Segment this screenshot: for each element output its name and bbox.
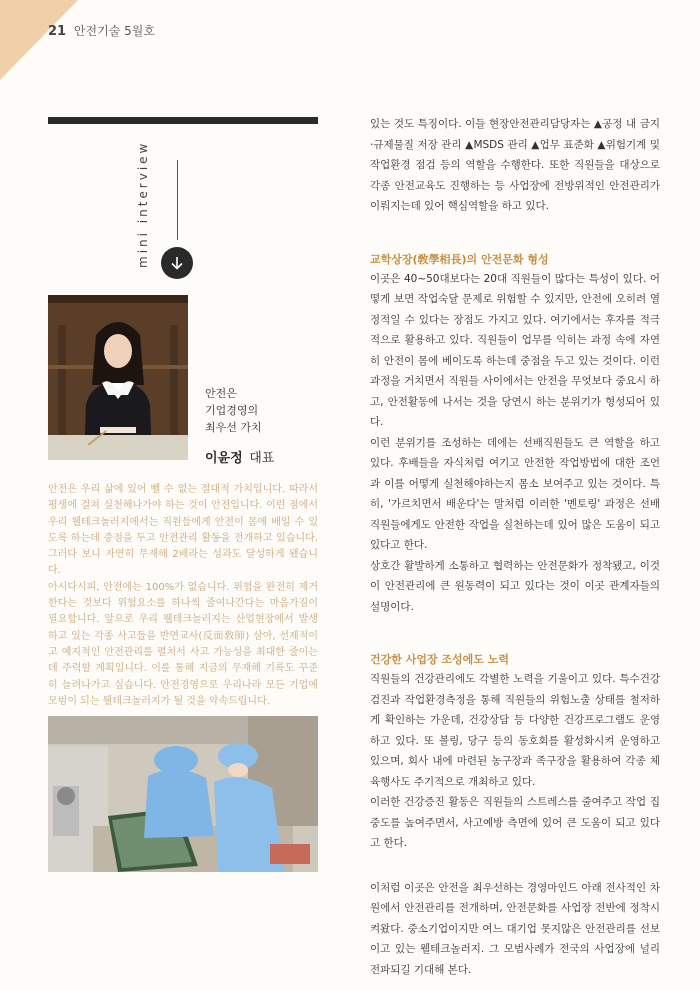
portrait-photo [48,295,188,460]
magazine-title: 안전기술 5월호 [73,24,155,38]
quote-paragraph: 안전은 우리 삶에 있어 뺄 수 없는 절대적 가치입니다. 따라서 평생에 걸쳐 실천해나가야 하는 것이 안전입니다. 이런 점에서 우리 웰테크놀러지에서는 직원들에게 안전이 몸에 배일 수 있도록 하는데 중점을 두고 안전관리 활동을 전개하고 있습니다. 그러다 보니 자연히 무재해 2배라는 성과도 달성하게 됐습니다. [48,484,318,577]
quote-paragraph: 아시다시피, 안전에는 100%가 없습니다. 위험을 완전히 제거한다는 것보다 위험요소를 하나씩 줄여나간다는 마음가짐이 필요합니다. 앞으로 우리 웰테크놀러지는 산업현장에서 발생하고 있는 각종 사고들을 반면교사(反面敎師) 삼아, 선제적이고 예지적인 안전관리를 펼쳐서 사고 가능성을 최대한 줄이는데 주력할 계획입니다. 이를 통해 지금의 무재해 기록도 꾸준히 늘려나가고 싶습니다. 안전경영으로 우리나라 모든 기업에 모범이 되는 웰테크놀러지가 될 것을 약속드립니다. [48,581,318,707]
photo-caption [205,385,262,436]
top-rule [48,117,318,124]
section-heading: 교학상장(敎學相長)의 안전문화 형성 [370,252,549,266]
page-number: 21 [48,24,67,39]
body-paragraph: 직원들의 건강관리에도 각별한 노력을 기울이고 있다. 특수건강검진과 작업환경측정을 통해 직원들의 위험노출 상태를 철저하게 확인하는 가운데, 건강상담 등 다양한 건강프로그램도 운영하고 있다. 또 볼링, 당구 등의 동호회를 활성화시켜 운영하고 있으며, 회사 내에 마련된 농구장과 족구장을 활용하여 각종 체육행사도 주기적으로 개최하고 있다. [370,673,660,788]
section-label: mini interview [136,140,150,268]
body-paragraph: 상호간 활발하게 소통하고 협력하는 안전문화가 정착됐고, 이것이 안전관리에 큰 원동력이 되고 있다는 것이 이곳 관계자들의 설명이다. [370,559,660,613]
caption-line: 기업경영의 [205,404,259,417]
person-role: 대표 [249,451,275,466]
corner-decoration [0,0,78,80]
article-body [370,114,660,980]
caption-line: 최우선 가치 [205,421,262,434]
body-paragraph: 있는 것도 특징이다. 이들 현장안전관리담당자는 ▲공정 내 금지·규제물질 저장 관리 ▲MSDS 관리 ▲업무 표준화 ▲위험기계 및 작업환경 점검 등의 역할을 수행한다. 또한 직원들을 대상으로 각종 안전교육도 진행하는 등 사업장에 전방위적인 안전관리가 이뤄지는데 있어 핵심역할을 하고 있다. [370,118,660,212]
body-paragraph: 이런 분위기를 조성하는 데에는 선배직원들도 큰 역할을 하고 있다. 후배들을 자식처럼 여기고 안전한 작업방법에 대한 조언과 이를 어떻게 실천해야하는지 몸소 보여주고 있는 것이다. 특히, '가르치면서 배운다'는 말처럼 이러한 '멘토링' 과정은 선배직원들에게도 안전한 작업을 실천하는데 있어 많은 도움이 되고 있다고 한다. [370,436,660,551]
section-label-line [177,160,178,240]
page-header [48,22,155,39]
arrow-down-icon [161,247,193,279]
section-heading: 건강한 사업장 조성에도 노력 [370,653,509,666]
body-paragraph: 이러한 건강증진 활동은 직원들의 스트레스를 줄여주고 작업 집중도를 높여주면서, 사고예방 측면에 있어 큰 도움이 되고 있다고 한다. [370,796,660,849]
caption-line: 안전은 [205,387,237,400]
person-name: 이윤정 [205,451,243,466]
pull-quote [48,482,318,710]
interviewee-name [205,447,274,466]
body-paragraph: 이곳은 40~50대보다는 20대 직원들이 많다는 특성이 있다. 어떻게 보면 작업숙달 문제로 위험할 수 있지만, 안전에 오히려 열정적일 수 있다는 장점도 가지고 있다. 여기에서는 후자를 적극적으로 활용하고 있다. 직원들이 업무를 익히는 과정 속에 자연히 안전이 몸에 베이도록 하는데 중점을 두고 있는 것이다. 이런 과정을 거치면서 직원들 사이에서는 안전을 무엇보다 중요시 하고, 안전활동에 나서는 것을 당연시 하는 분위기가 형성되어 있다. [370,272,660,428]
body-paragraph: 이처럼 이곳은 안전을 최우선하는 경영마인드 아래 전사적인 차원에서 안전관리를 전개하며, 안전문화를 사업장 전반에 정착시켜왔다. 중소기업이지만 여느 대기업 못지않은 안전관리를 선보이고 있는 웰테크놀러지. 그 모범사례가 전국의 사업장에 널리 전파되길 기대해 본다. [370,881,660,976]
workplace-photo [48,716,318,872]
